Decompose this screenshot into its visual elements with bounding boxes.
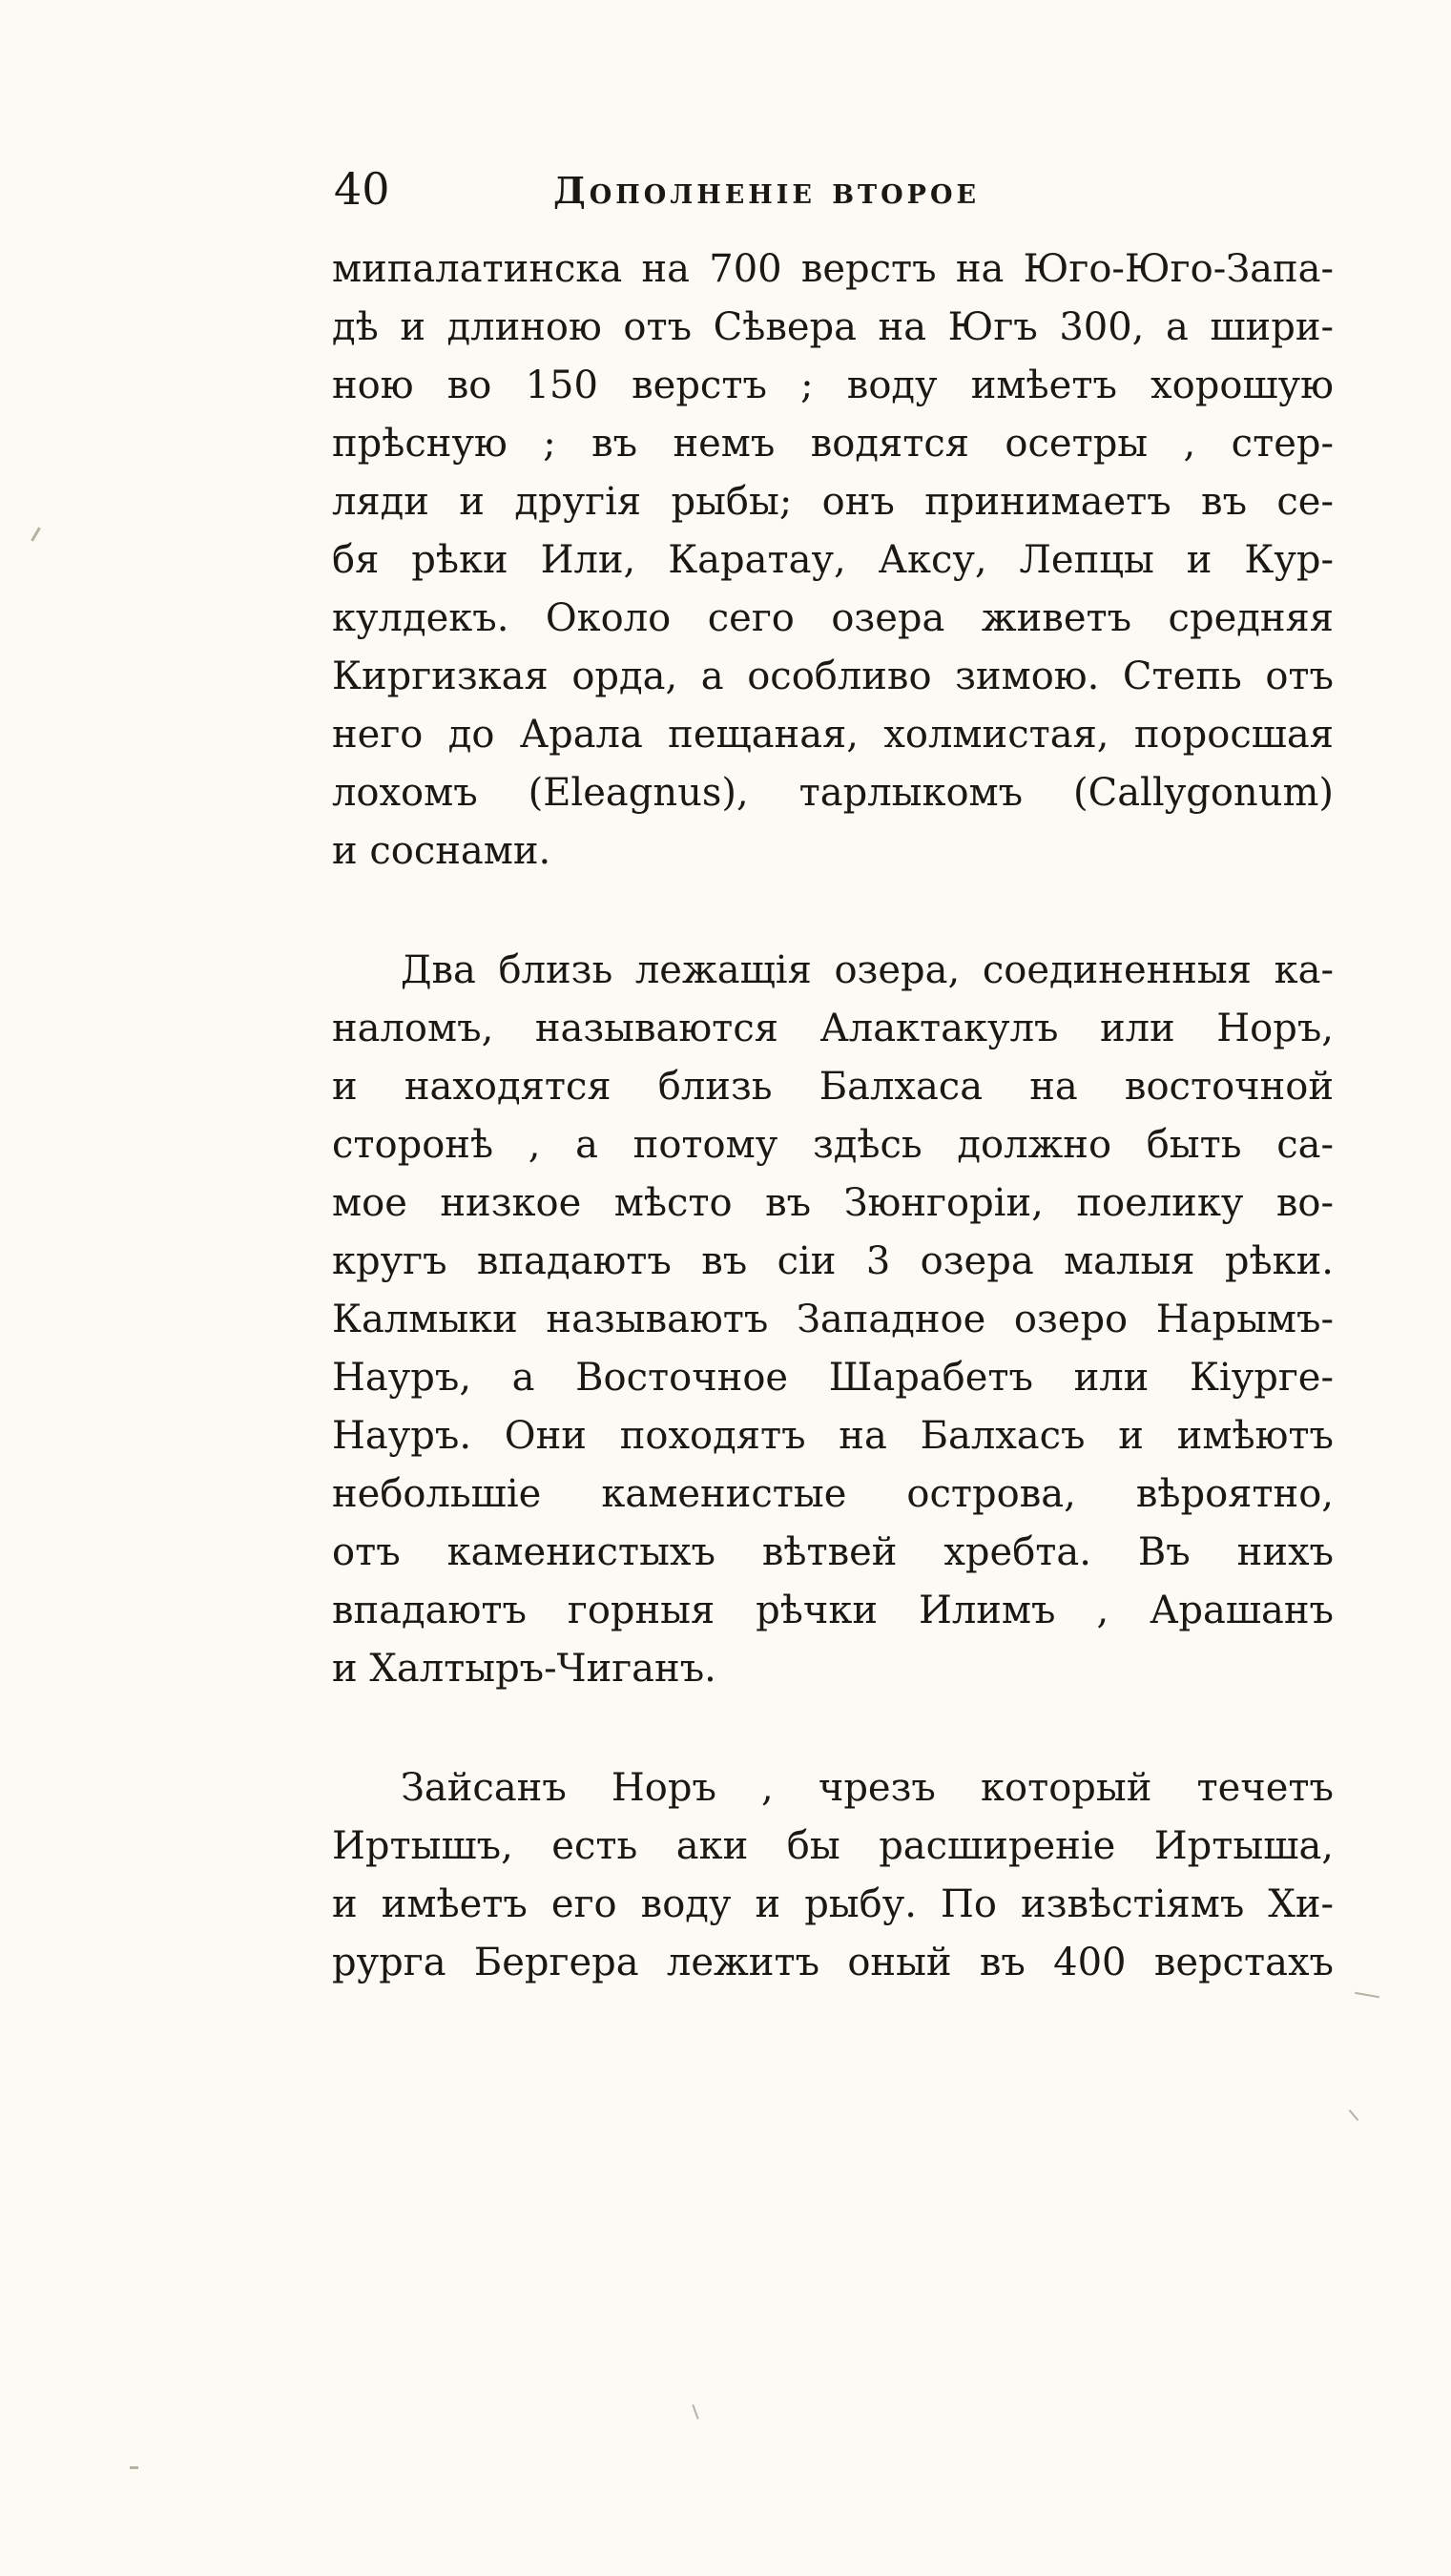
body-text (332, 240, 1334, 1992)
paragraph-balkhash (332, 240, 1334, 881)
paper-speck (130, 2466, 138, 2469)
text-line: Два близь лежащія озера, соединенныя ка- (401, 948, 1334, 992)
text-line: Киргизкая орда, а особливо зимою. Степь отъ (332, 654, 1334, 698)
text-line: ляди и другія рыбы; онъ принимаетъ въ се- (332, 480, 1334, 524)
text-line: впадаютъ горныя рѣчки Илимъ , Арашанъ (332, 1589, 1334, 1632)
text-line: кругъ впадаютъ въ сіи 3 озера малыя рѣки. (332, 1239, 1334, 1283)
running-head (324, 160, 1116, 227)
text-line: и находятся близь Балхаса на восточной (332, 1065, 1334, 1109)
text-line: отъ каменистыхъ вѣтвей хребта. Въ нихъ (332, 1530, 1334, 1574)
paper-speck (31, 527, 41, 541)
text-line: Науръ. Они походятъ на Балхасъ и имѣютъ (332, 1414, 1334, 1458)
text-line: сторонѣ , а потому здѣсь должно быть са- (332, 1123, 1334, 1167)
text-line: лохомъ (Eleagnus), тарлыкомъ (Callygonum) (332, 771, 1334, 815)
text-line: бя рѣки Или, Каратау, Аксу, Лепцы и Кур- (332, 538, 1334, 582)
paragraph-alaktakul (332, 942, 1334, 1698)
text-line: прѣсную ; въ немъ водятся осетры , стер- (332, 422, 1334, 466)
text-line: Иртышъ, есть аки бы расширеніе Иртыша, (332, 1824, 1334, 1868)
paper-speck (1349, 2109, 1359, 2121)
paragraph-gap (332, 881, 1334, 942)
page-number: 40 (334, 163, 390, 215)
text-line: ною во 150 верстъ ; воду имѣетъ хорошую (332, 364, 1334, 407)
paragraph-zaysan (332, 1759, 1334, 1992)
text-line: и соснами. (332, 829, 551, 873)
text-line: него до Арала пещаная, холмистая, поросшая (332, 713, 1334, 757)
text-line: небольшіе каменистые острова, вѣроятно, (332, 1472, 1334, 1516)
paper-speck (1355, 1992, 1379, 1998)
paragraph-gap (332, 1698, 1334, 1759)
text-line: мипалатинска на 700 верстъ на Юго-Юго-Запа- (332, 247, 1334, 291)
paper-speck (692, 2404, 698, 2420)
text-line: рурга Бергера лежитъ оный въ 400 верстахъ (332, 1941, 1334, 1984)
running-title: Дополненіе второе (553, 169, 981, 212)
text-line: кулдекъ. Около сего озера живетъ средняя (332, 596, 1334, 640)
text-line: дѣ и длиною отъ Сѣвера на Югъ 300, а шири- (332, 305, 1334, 349)
text-line: мое низкое мѣсто въ Зюнгоріи, поелику во- (332, 1181, 1334, 1225)
text-line: Науръ, а Восточное Шарабетъ или Кіурге- (332, 1356, 1334, 1400)
text-line: и Халтыръ-Чиганъ. (332, 1647, 716, 1691)
text-line: Калмыки называютъ Западное озеро Нарымъ- (332, 1298, 1334, 1341)
text-line: и имѣетъ его воду и рыбу. По извѣстіямъ Хи- (332, 1882, 1334, 1926)
text-line: наломъ, называются Алактакулъ или Норъ, (332, 1007, 1334, 1050)
text-line: Зайсанъ Норъ , чрезъ который течетъ (401, 1766, 1334, 1810)
